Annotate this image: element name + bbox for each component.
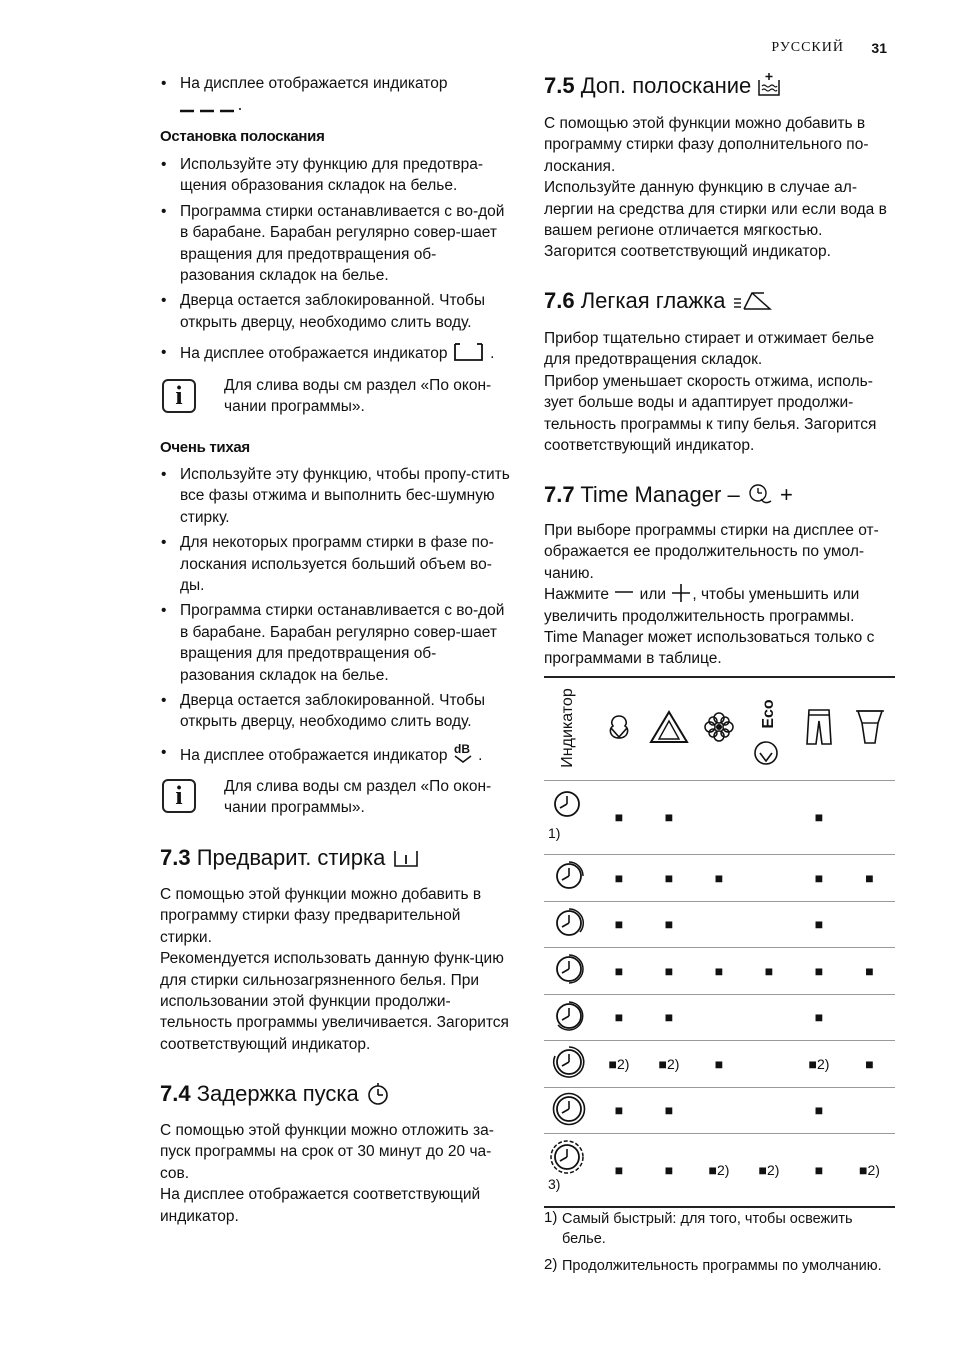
dashes-indicator-icon bbox=[180, 104, 250, 116]
table-header-row bbox=[544, 677, 895, 780]
time-manager-icon bbox=[746, 481, 774, 507]
rinse-hold-list bbox=[160, 154, 510, 337]
table-cell: ■ bbox=[594, 780, 644, 854]
paragraph: Нажмите или , чтобы уменьшить или увеличить продолжительность программы. bbox=[544, 586, 860, 625]
paragraph: Используйте данную функцию в случае ал-лергии на средства для стирки или если вода в вашем регионе отличается мягкостью. Загорится соответствующий индикатор. bbox=[544, 179, 887, 261]
clock-level-icon bbox=[551, 1044, 587, 1080]
table-cell: ■ bbox=[594, 901, 644, 947]
table-cell bbox=[844, 1087, 895, 1133]
eco-icon: Eco bbox=[744, 677, 794, 780]
jeans-icon bbox=[794, 677, 844, 780]
page-number: 31 bbox=[871, 40, 887, 56]
table-row bbox=[544, 994, 895, 1040]
table-cell: ■ bbox=[594, 947, 644, 994]
table-cell: ■ bbox=[794, 994, 844, 1040]
time-level-cell bbox=[544, 994, 594, 1040]
paragraph: Time Manager может использоваться только с программами в таблице. bbox=[544, 629, 875, 668]
intro-bullet: • На дисплее отображается индикатор bbox=[160, 73, 510, 94]
synthetics-icon bbox=[644, 677, 694, 780]
section-7-4-body bbox=[160, 1120, 510, 1227]
section-7-7-heading: 7.7 Time Manager – + bbox=[544, 482, 793, 507]
time-level-cell bbox=[544, 901, 594, 947]
info-text: Для слива воды см раздел «По окон-чании программы». bbox=[224, 778, 492, 817]
table-cell: ■ bbox=[794, 854, 844, 901]
table-cell: ■ bbox=[644, 994, 694, 1040]
rinse-hold-indicator-icon bbox=[452, 342, 486, 362]
table-cell bbox=[844, 994, 895, 1040]
table-cell: ■2) bbox=[644, 1040, 694, 1087]
info-icon: i bbox=[162, 779, 196, 813]
time-level-cell bbox=[544, 947, 594, 994]
list-item: • Дверца остается заблокированной. Чтобы открыть дверцу, необходимо слить воду. bbox=[160, 690, 510, 733]
info-text: Для слива воды см раздел «По окон-чании программы». bbox=[224, 377, 492, 416]
section-7-5-body bbox=[544, 113, 894, 263]
clock-level-icon bbox=[552, 906, 586, 940]
delay-start-icon bbox=[365, 1082, 391, 1106]
night-cycle-title: Очень тихая bbox=[160, 439, 250, 456]
table-cell: ■ bbox=[644, 1133, 694, 1207]
clock-level-icon bbox=[552, 999, 586, 1033]
section-7-5-heading: 7.5 Доп. полоскание bbox=[544, 72, 894, 99]
time-manager-table bbox=[544, 676, 895, 1208]
paragraph: С помощью этой функции можно добавить в программу стирки фазу предварительной стирки. bbox=[160, 886, 482, 946]
table-row bbox=[544, 1133, 895, 1207]
quick-wash-icon bbox=[844, 677, 895, 780]
table-cell: ■ bbox=[794, 1087, 844, 1133]
time-level-cell bbox=[544, 854, 594, 901]
table-row bbox=[544, 780, 895, 854]
night-cycle-list bbox=[160, 464, 510, 737]
table-cell: ■ bbox=[594, 1087, 644, 1133]
table-cell bbox=[744, 854, 794, 901]
list-item: • Программа стирки останавливается с во-дой в барабане. Барабан регулярно совер-шает вращения для предотвращения об-разования складок на белье. bbox=[160, 201, 510, 287]
table-cell: ■2) bbox=[694, 1133, 744, 1207]
paragraph: Прибор уменьшает скорость отжима, исполь-зует больше воды и адаптирует продолжи-тельность программы к типу белья. Загорится соответствующий индикатор. bbox=[544, 372, 877, 455]
list-item: • На дисплее отображается индикатор dB . bbox=[160, 742, 510, 766]
list-item: • Программа стирки останавливается с во-дой в барабане. Барабан регулярно совер-шает вращения для предотвращения об-разования складок на белье. bbox=[160, 600, 510, 686]
table-cell: ■ bbox=[844, 854, 895, 901]
table-cell: ■ bbox=[644, 947, 694, 994]
paragraph: На дисплее отображается соответствующий индикатор. bbox=[160, 1186, 481, 1225]
table-cell bbox=[694, 1087, 744, 1133]
plus-icon: + bbox=[779, 482, 793, 507]
paragraph: С помощью этой функции можно отложить за-пуск программы на срок от 30 минут до 20 ча-сов. bbox=[160, 1122, 494, 1182]
rinse-hold-title: Остановка полоскания bbox=[160, 128, 325, 145]
table-cell bbox=[694, 994, 744, 1040]
indicator-header: Индикатор bbox=[544, 677, 594, 780]
table-cell bbox=[744, 1087, 794, 1133]
section-7-6-heading: 7.6 Легкая глажка bbox=[544, 288, 894, 314]
list-item: • Для некоторых программ стирки в фазе по-лоскания используется больший объем во-ды. bbox=[160, 532, 510, 596]
table-cell: ■ bbox=[694, 854, 744, 901]
easy-iron-icon bbox=[732, 289, 774, 313]
section-7-6-body bbox=[544, 328, 894, 456]
paragraph: Рекомендуется использовать данную функ-цию для стирки сильнозагрязненного белья. При использовании этой функции продолжи-тельность программы увеличивается. Загорится соответствующий индикатор. bbox=[160, 950, 509, 1053]
table-cell bbox=[694, 780, 744, 854]
table-cell bbox=[694, 901, 744, 947]
table-cell: ■ bbox=[794, 780, 844, 854]
paragraph: Прибор тщательно стирает и отжимает белье для предотвращения складок. bbox=[544, 330, 875, 369]
clock-level-icon bbox=[548, 1138, 586, 1176]
header-language: РУССКИЙ bbox=[771, 40, 844, 55]
clock-level-icon bbox=[552, 952, 586, 986]
table-row bbox=[544, 901, 895, 947]
table-row bbox=[544, 947, 895, 994]
intro-list bbox=[160, 73, 510, 98]
table-row bbox=[544, 1040, 895, 1087]
table-cell bbox=[844, 901, 895, 947]
time-level-cell: 1) bbox=[544, 780, 594, 854]
table-cell: ■ bbox=[644, 854, 694, 901]
footnote-1: 1) Самый быстрый: для того, чтобы освежить белье. bbox=[544, 1209, 853, 1247]
minus-icon bbox=[613, 585, 635, 599]
info-icon: i bbox=[162, 379, 196, 413]
cotton-icon bbox=[594, 677, 644, 780]
table-cell: ■ bbox=[794, 947, 844, 994]
delicates-icon bbox=[694, 677, 744, 780]
svg-text:dB: dB bbox=[453, 742, 470, 756]
rinse-hold-display bbox=[160, 342, 510, 368]
section-7-4-heading: 7.4 Задержка пуска bbox=[160, 1081, 510, 1107]
table-cell: ■2) bbox=[744, 1133, 794, 1207]
table-row bbox=[544, 854, 895, 901]
time-level-cell bbox=[544, 1087, 594, 1133]
table-cell: ■2) bbox=[794, 1040, 844, 1087]
table-cell: ■ bbox=[744, 947, 794, 994]
table-cell: ■2) bbox=[844, 1133, 895, 1207]
table-cell: ■ bbox=[594, 1133, 644, 1207]
list-item: • На дисплее отображается индикатор . bbox=[160, 342, 510, 364]
clock-level-icon bbox=[552, 859, 586, 893]
clock-level-icon bbox=[550, 787, 584, 821]
prewash-icon bbox=[392, 847, 420, 869]
footnote-2: 2) Продолжительность программы по умолчанию. bbox=[544, 1256, 882, 1274]
list-item: • Дверца остается заблокированной. Чтобы открыть дверцу, необходимо слить воду. bbox=[160, 290, 510, 333]
table-cell bbox=[744, 994, 794, 1040]
table-cell: ■ bbox=[644, 1087, 694, 1133]
table-cell: ■ bbox=[594, 994, 644, 1040]
minus-icon: – bbox=[727, 482, 740, 507]
section-7-3-heading: 7.3 Предварит. стирка bbox=[160, 845, 510, 871]
table-cell: ■ bbox=[644, 901, 694, 947]
table-cell: ■ bbox=[794, 1133, 844, 1207]
section-7-3-body bbox=[160, 884, 510, 1055]
clock-level-icon bbox=[551, 1091, 587, 1127]
table-row bbox=[544, 1087, 895, 1133]
table-cell bbox=[744, 1040, 794, 1087]
time-level-cell bbox=[544, 1040, 594, 1087]
plus-icon bbox=[670, 584, 692, 602]
paragraph: С помощью этой функции можно добавить в программу стирки фазу дополнительного по-лоскания. bbox=[544, 115, 869, 175]
night-cycle-display bbox=[160, 742, 510, 770]
time-level-cell: 3) bbox=[544, 1133, 594, 1207]
table-cell: ■ bbox=[694, 947, 744, 994]
table-cell: ■ bbox=[844, 1040, 895, 1087]
table-cell: ■ bbox=[794, 901, 844, 947]
list-item: • Используйте эту функцию, чтобы пропу-стить все фазы отжима и выполнить бес-шумную стирку. bbox=[160, 464, 510, 528]
extra-rinse-icon bbox=[757, 72, 781, 98]
table-cell: ■2) bbox=[594, 1040, 644, 1087]
table-cell: ■ bbox=[594, 854, 644, 901]
table-cell bbox=[844, 780, 895, 854]
table-cell: ■ bbox=[844, 947, 895, 994]
list-item: • Используйте эту функцию для предотвра-щения образования складок на белье. bbox=[160, 154, 510, 197]
table-cell bbox=[744, 901, 794, 947]
table-cell bbox=[744, 780, 794, 854]
paragraph: При выборе программы стирки на дисплее от-ображается ее продолжительность по умол-чанию. bbox=[544, 522, 879, 582]
db-indicator-icon bbox=[452, 742, 474, 764]
table-cell: ■ bbox=[644, 780, 694, 854]
section-7-7-body bbox=[544, 520, 894, 670]
table-cell: ■ bbox=[694, 1040, 744, 1087]
